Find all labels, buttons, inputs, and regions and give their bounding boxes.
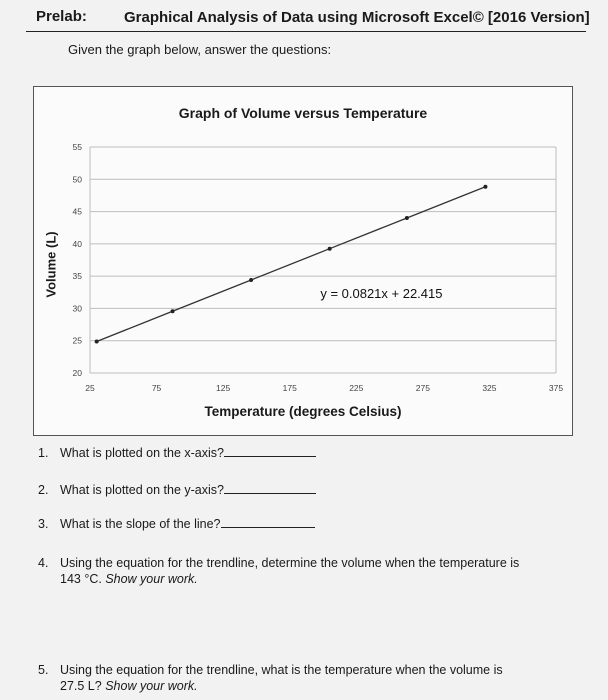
x-tick-label: 175 — [282, 383, 297, 393]
question-text: Using the equation for the trendline, what is the temperature when the volume is — [60, 663, 503, 677]
x-tick-label: 375 — [548, 383, 564, 393]
answer-blank-1[interactable] — [224, 446, 316, 457]
x-tick-label: 125 — [216, 383, 231, 393]
x-tick-label: 225 — [349, 383, 364, 393]
question-2 — [38, 483, 578, 497]
question-5 — [38, 663, 578, 693]
x-tick-label: 275 — [415, 383, 430, 393]
y-tick-label: 35 — [72, 271, 82, 282]
y-tick-label: 45 — [72, 206, 82, 217]
question-number: 3. — [38, 517, 49, 531]
data-point — [95, 339, 99, 343]
series-line — [97, 187, 486, 342]
question-text: What is plotted on the y-axis? — [60, 483, 224, 497]
header-divider — [26, 31, 586, 32]
answer-blank-3[interactable] — [221, 517, 315, 528]
page-title: Graphical Analysis of Data using Microsoft Excel© [2016 Version] — [124, 9, 590, 26]
x-tick-label: 325 — [482, 383, 497, 393]
data-point — [483, 185, 487, 189]
data-point — [249, 278, 253, 282]
x-tick-label: 75 — [151, 383, 162, 393]
question-3 — [38, 517, 578, 531]
question-text: What is the slope of the line? — [60, 517, 221, 531]
chart-container — [33, 86, 573, 436]
chart-plot-area — [34, 87, 572, 435]
data-point — [328, 247, 332, 251]
data-point — [405, 216, 409, 220]
y-tick-label: 40 — [72, 238, 82, 249]
page-header — [26, 4, 590, 32]
answer-blank-2[interactable] — [224, 483, 316, 494]
question-text: What is plotted on the x-axis? — [60, 446, 224, 460]
x-tick-label: 25 — [85, 383, 95, 393]
question-4 — [38, 556, 578, 586]
question-text: Using the equation for the trendline, determine the volume when the temperature is — [60, 556, 520, 570]
question-number: 5. — [38, 663, 49, 677]
prelab-label: Prelab: — [36, 8, 87, 25]
x-axis-label: Temperature (degrees Celsius) — [204, 404, 402, 419]
question-number: 1. — [38, 446, 49, 460]
question-instruction: Show your work. — [105, 572, 198, 586]
trendline-equation: y = 0.0821x + 22.415 — [320, 286, 443, 302]
chart-title: Graph of Volume versus Temperature — [178, 105, 428, 121]
y-tick-label: 30 — [72, 303, 82, 314]
y-tick-label: 55 — [72, 142, 82, 152]
y-tick-label: 20 — [72, 368, 82, 378]
y-axis-label: Volume (L) — [43, 231, 59, 298]
data-point — [171, 309, 175, 313]
question-instruction: Show your work. — [105, 679, 198, 693]
question-value: 27.5 L? — [60, 679, 102, 693]
question-number: 4. — [38, 556, 49, 570]
question-number: 2. — [38, 483, 49, 497]
y-tick-label: 25 — [72, 335, 82, 346]
question-value: 143 °C. — [60, 572, 102, 586]
question-1 — [38, 446, 578, 460]
instructions: Given the graph below, answer the questions: — [68, 42, 332, 57]
y-tick-label: 50 — [72, 174, 82, 185]
